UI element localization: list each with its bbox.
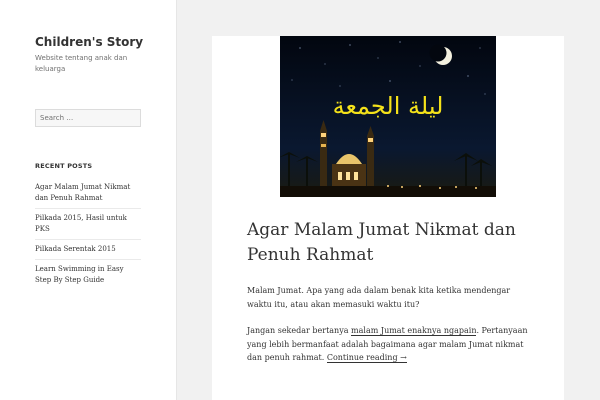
paragraph-text: . Pertanyaan yang lebih bermanfaat adalah bagaimana agar malam Jumat nikmat dan penuh rahmat. [247,326,528,362]
list-item [35,259,141,290]
search-input[interactable] [35,109,141,127]
arabic-calligraphy: ليلة الجمعة [332,92,444,120]
post-title[interactable]: Agar Malam Jumat Nikmat dan Penuh Rahmat [247,220,516,265]
post-content [247,284,537,378]
recent-posts-heading: RECENT POSTS [35,162,93,170]
sidebar [0,0,177,400]
list-item [35,239,141,259]
recent-post-link[interactable]: Learn Swimming in Easy Step By Step Guide [35,265,124,284]
post-card [212,36,564,400]
list-item [35,208,141,239]
post-paragraph: Malam Jumat. Apa yang ada dalam benak kita ketika mendengar waktu itu, atau akan memasuki waktu itu? [247,286,511,309]
inline-link[interactable]: malam Jumat enaknya ngapain [351,326,477,335]
recent-posts-list [35,178,141,290]
site-title[interactable]: Children's Story [35,35,144,49]
night-mosque-illustration [280,36,496,197]
site-description: Website tentang anak dan keluarga [35,54,128,73]
featured-image[interactable] [280,36,496,197]
post-paragraph [247,324,537,365]
recent-post-link[interactable]: Pilkada Serentak 2015 [35,245,116,253]
continue-reading-link[interactable]: Continue reading → [326,353,407,362]
list-item [35,178,141,208]
recent-post-link[interactable]: Agar Malam Jumat Nikmat dan Penuh Rahmat [35,183,131,202]
recent-post-link[interactable]: Pilkada 2015, Hasil untuk PKS [35,214,127,233]
paragraph-text: Jangan sekedar bertanya [247,326,352,335]
